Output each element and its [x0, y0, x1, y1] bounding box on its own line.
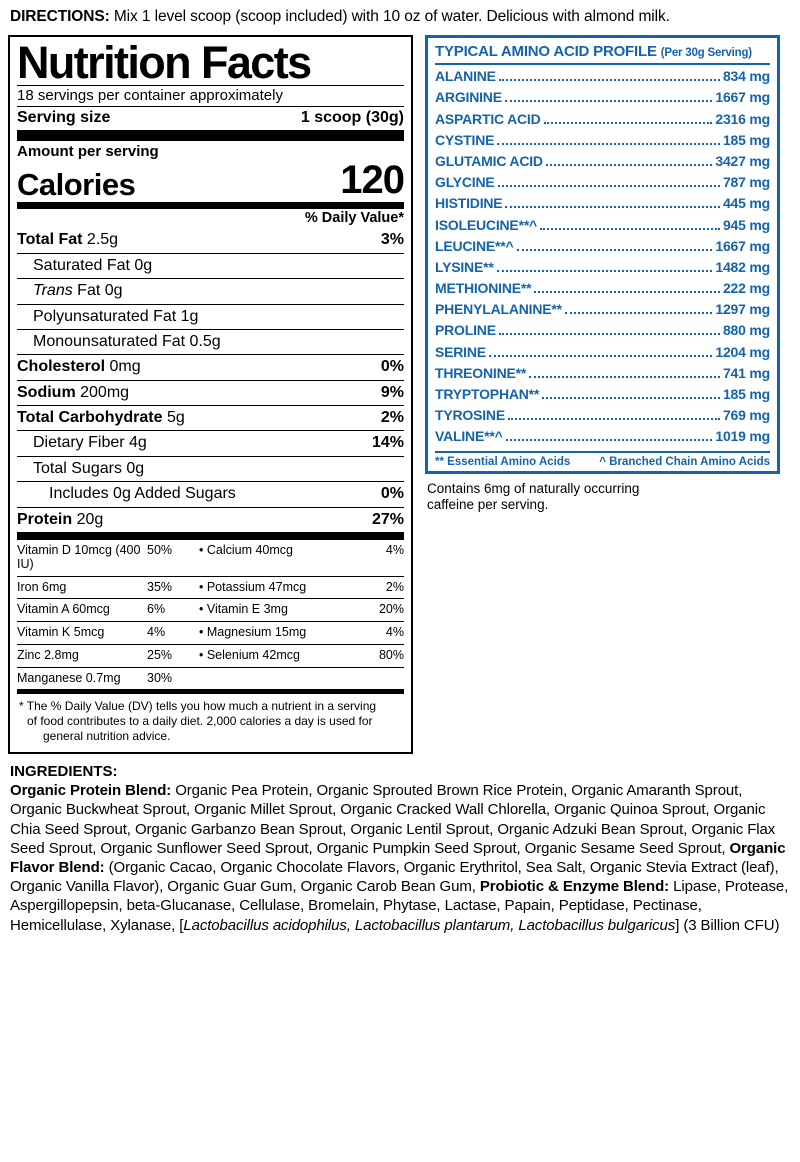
vitamin-left-name: Iron 6mg: [17, 579, 67, 594]
amino-acid-row: [435, 342, 770, 363]
nutrient-row: [17, 482, 404, 506]
vitamin-right-name: • Calcium 40mcg: [199, 543, 293, 558]
amino-acid-row: [435, 88, 770, 109]
amino-acid-value: 945 mg: [722, 216, 770, 233]
nutrient-row: [17, 508, 404, 532]
amino-acid-name: ASPARTIC ACID: [435, 110, 541, 127]
amino-acid-title: [435, 42, 770, 63]
ingredients-segment: Organic Protein Blend:: [10, 782, 172, 800]
amino-acid-name: CYSTINE: [435, 131, 495, 148]
nutrient-row: [17, 381, 404, 405]
amino-acid-row: [435, 215, 770, 236]
calories-label: Calories: [17, 167, 136, 203]
amino-acid-value: 3427 mg: [715, 152, 770, 169]
amino-acid-name: PROLINE: [435, 322, 496, 339]
nutrient-label: Total Carbohydrate 5g: [17, 409, 185, 427]
nutrient-daily-value: 3%: [380, 231, 404, 249]
calories-value: 120: [340, 158, 404, 203]
dotted-leader: [497, 270, 713, 272]
vitamin-row: [17, 599, 404, 621]
nutrient-label: Dietary Fiber 4g: [33, 434, 147, 452]
nutrient-rows: [17, 228, 404, 533]
amino-acid-value: 222 mg: [722, 280, 770, 297]
vitamin-right-name: • Vitamin E 3mg: [199, 602, 288, 617]
vitamin-left-name: Vitamin D 10mcg (400 IU): [17, 543, 141, 571]
nutrient-label: Polyunsaturated Fat 1g: [33, 307, 199, 325]
ingredients-segment: (Organic Cacao, Organic Chocolate Flavors, Organic Erythritol, Sea Salt, Organic Stevia Extract (leaf), Organic Vanilla Flavor), Organic Guar Gum, Organic Carob Bean Gum,: [10, 859, 779, 896]
serving-size-row: [17, 107, 404, 130]
vitamin-left-name: Vitamin K 5mcg: [17, 625, 105, 640]
nutrient-label: Cholesterol 0mg: [17, 358, 141, 376]
vitamin-right-dv: [362, 672, 404, 686]
dotted-leader: [529, 376, 720, 378]
ingredients-segment: Lipase, Protease, Aspergillopepsin, beta-Glucanase, Cellulase, Bromelain, Phytase, Lactase, Papain, Peptidase, Pectinase, Hemicellulase, Xylanase, [: [10, 878, 789, 934]
amino-acid-value: 445 mg: [722, 195, 770, 212]
dotted-leader: [544, 122, 713, 124]
divider-medium: [17, 202, 404, 209]
amino-acid-name: ALANINE: [435, 68, 496, 85]
amino-acid-row: [435, 173, 770, 194]
vitamin-left-dv: 30%: [147, 670, 173, 685]
dotted-leader: [508, 418, 720, 420]
amino-acid-row: [435, 130, 770, 151]
vitamin-row: [17, 645, 404, 667]
dotted-leader: [505, 206, 720, 208]
amino-acid-name: TYROSINE: [435, 407, 505, 424]
directions-text: Mix 1 level scoop (scoop included) with 10 oz of water. Delicious with almond milk.: [109, 8, 670, 25]
amino-acid-row: [435, 300, 770, 321]
bcaa-note: ^ Branched Chain Amino Acids: [599, 455, 770, 468]
panels-row: [8, 35, 792, 755]
vitamin-right-dv: 2%: [385, 579, 404, 594]
vitamin-left-dv: 35%: [147, 579, 173, 594]
nutrient-row: [17, 305, 404, 329]
amino-acid-value: 1482 mg: [715, 258, 770, 275]
nutrient-row: [17, 457, 404, 481]
divider-thick: [17, 130, 404, 141]
vitamin-rows: [17, 540, 404, 689]
nutrient-daily-value: 9%: [380, 383, 404, 401]
nutrient-label: Total Fat 2.5g: [17, 231, 119, 249]
nutrient-label: Saturated Fat 0g: [33, 256, 153, 274]
amino-acid-row: [435, 109, 770, 130]
dotted-leader: [506, 439, 713, 441]
amino-acid-value: 787 mg: [722, 174, 770, 191]
nutrient-row: [17, 279, 404, 303]
vitamin-left-dv: 25%: [147, 647, 173, 662]
vitamin-right-name: • Potassium 47mcg: [199, 579, 307, 594]
nutrient-row: [17, 355, 404, 379]
daily-value-footnote: [17, 694, 404, 746]
amino-acid-value: 2316 mg: [715, 110, 770, 127]
dotted-leader: [505, 100, 713, 102]
amino-acid-value: 185 mg: [722, 131, 770, 148]
directions-line: [10, 8, 792, 27]
vitamin-left-name: Vitamin A 60mcg: [17, 602, 110, 617]
ingredients-body: [8, 781, 792, 935]
nutrient-daily-value: 27%: [371, 510, 404, 528]
amino-acid-row: [435, 257, 770, 278]
amino-acid-name: PHENYLALANINE**: [435, 301, 562, 318]
amount-per-serving-label: Amount per serving: [17, 143, 159, 161]
amino-acid-row: [435, 236, 770, 257]
amino-acid-row: [435, 278, 770, 299]
footnote-line-3: general nutrition advice.: [43, 729, 171, 744]
amino-acid-name: VALINE**^: [435, 428, 503, 445]
vitamin-right-name: • Selenium 42mcg: [199, 647, 300, 662]
amino-acid-name: GLUTAMIC ACID: [435, 152, 543, 169]
nutrient-daily-value: 14%: [371, 434, 404, 452]
vitamin-right-dv: 4%: [385, 625, 404, 640]
ingredients-segment: Organic Pea Protein, Organic Sprouted Brown Rice Protein, Organic Amaranth Sprout, Organic Buckwheat Sprout, Organic Millet Sprout, Organic Cracked Wall Chlorella, Organic Quinoa Sprout, Organic Chia Seed Sprout, Organic Garbanzo Bean Sprout, Organic Lentil Sprout, Organic Adzuki Bean Sprout, Organic Flax Seed Sprout, Organic Sunflower Seed Sprout, Organic Pumpkin Seed Sprout, Organic Sesame Seed Sprout,: [10, 782, 776, 857]
ingredients-segment: Organic Flavor Blend:: [10, 839, 786, 877]
vitamin-right-name: [199, 672, 362, 686]
vitamin-row: [17, 622, 404, 644]
nutrient-label: Protein 20g: [17, 510, 104, 528]
amino-acid-name: HISTIDINE: [435, 195, 503, 212]
amino-acid-row: [435, 194, 770, 215]
amino-acid-title-sub: (Per 30g Serving): [660, 46, 752, 59]
vitamin-right-dv: 4%: [385, 543, 404, 558]
ingredients-heading: INGREDIENTS:: [10, 763, 118, 781]
vitamin-right-name: • Magnesium 15mg: [199, 625, 307, 640]
amino-acid-name: METHIONINE**: [435, 280, 532, 297]
amino-acid-value: 1204 mg: [715, 343, 770, 360]
ingredients-segment: Probiotic & Enzyme Blend:: [479, 878, 670, 896]
divider-medium: [17, 533, 404, 540]
amino-acid-footnotes: [435, 451, 770, 468]
caffeine-note-line-1: Contains 6mg of naturally occurring: [427, 480, 640, 496]
directions-label: DIRECTIONS:: [10, 8, 110, 25]
amino-acid-value: 880 mg: [722, 322, 770, 339]
nutrition-facts-column: [8, 35, 413, 755]
vitamin-left-dv: 6%: [147, 602, 166, 617]
dotted-leader: [499, 333, 720, 335]
amino-acid-name: LYSINE**: [435, 258, 494, 275]
dotted-leader: [498, 185, 720, 187]
amino-acid-value: 769 mg: [722, 407, 770, 424]
vitamin-left-name: Manganese 0.7mg: [17, 670, 121, 685]
nutrient-row: [17, 228, 404, 252]
amino-acid-value: 1019 mg: [715, 428, 770, 445]
vitamin-row: [17, 668, 404, 690]
serving-size-value: 1 scoop (30g): [300, 109, 404, 127]
vitamin-left-name: Zinc 2.8mg: [17, 647, 79, 662]
vitamin-row: [17, 577, 404, 599]
amino-acid-title-text: TYPICAL AMINO ACID PROFILE: [435, 42, 657, 60]
ingredients-segment: Lactobacillus acidophilus, Lactobacillus plantarum, Lactobacillus bulgaricus: [183, 916, 676, 934]
dotted-leader: [499, 79, 720, 81]
dotted-leader: [517, 249, 713, 251]
amino-acid-row: [435, 384, 770, 405]
amino-acid-name: SERINE: [435, 343, 486, 360]
amino-acid-name: LEUCINE**^: [435, 237, 514, 254]
nutrient-daily-value: 0%: [380, 485, 404, 503]
divider: [435, 63, 770, 65]
amino-acid-rows: [435, 67, 770, 448]
amino-acid-name: THREONINE**: [435, 364, 527, 381]
nutrient-label: Sodium 200mg: [17, 383, 130, 401]
amino-acid-name: TRYPTOPHAN**: [435, 386, 540, 402]
vitamin-left-dv: 4%: [147, 625, 166, 640]
nutrient-row: [17, 330, 404, 354]
amino-acid-value: 1297 mg: [715, 301, 770, 318]
amino-acid-row: [435, 67, 770, 88]
amino-acid-value: 185 mg: [722, 386, 770, 402]
dotted-leader: [489, 355, 712, 357]
dotted-leader: [540, 228, 720, 230]
amino-acid-name: ARGININE: [435, 89, 502, 106]
dotted-leader: [565, 312, 712, 314]
daily-value-header: % Daily Value*: [304, 210, 404, 227]
amino-acid-value: 1667 mg: [715, 237, 770, 254]
nutrient-daily-value: 0%: [380, 358, 404, 376]
dotted-leader: [542, 397, 720, 399]
vitamin-row: [17, 540, 404, 576]
amino-acid-name: GLYCINE: [435, 174, 495, 191]
dotted-leader: [546, 164, 713, 166]
amino-acid-row: [435, 321, 770, 342]
vitamin-left-dv: 50%: [147, 543, 173, 558]
nutrient-row: [17, 431, 404, 455]
nutrition-facts-title: Nutrition Facts: [17, 36, 311, 88]
nutrient-row: [17, 254, 404, 278]
amino-acid-row: [435, 427, 770, 448]
nutrition-facts-panel: [8, 35, 413, 755]
nutrient-row: [17, 406, 404, 430]
nutrient-label: Total Sugars 0g: [33, 459, 145, 477]
caffeine-note-line-2: caffeine per serving.: [427, 497, 549, 513]
amino-acid-value: 834 mg: [722, 68, 770, 85]
servings-per-container: 18 servings per container approximately: [17, 87, 283, 105]
vitamin-right-dv: 80%: [378, 647, 404, 662]
nutrient-label: Monounsaturated Fat 0.5g: [33, 332, 221, 350]
nutrient-label: Trans Fat 0g: [33, 282, 123, 300]
ingredients-segment: ] (3 Billion CFU): [675, 916, 780, 934]
amino-acid-column: [425, 35, 780, 514]
vitamin-right-dv: 20%: [378, 602, 404, 617]
amino-acid-value: 741 mg: [722, 364, 770, 381]
amino-acid-value: 1667 mg: [715, 89, 770, 106]
caffeine-note: [425, 474, 780, 513]
nutrient-daily-value: 2%: [380, 409, 404, 427]
amino-acid-row: [435, 363, 770, 384]
calories-row: [17, 160, 404, 202]
nutrient-label: Includes 0g Added Sugars: [49, 485, 236, 503]
essential-amino-note: ** Essential Amino Acids: [435, 455, 571, 468]
dotted-leader: [534, 291, 720, 293]
dotted-leader: [497, 143, 720, 145]
amino-acid-row: [435, 406, 770, 427]
footnote-line-1: * The % Daily Value (DV) tells you how much a nutrient in a serving: [19, 699, 377, 714]
amino-acid-panel: [425, 35, 780, 474]
amino-acid-name: ISOLEUCINE**^: [435, 216, 538, 233]
amino-acid-row: [435, 151, 770, 172]
serving-size-label: Serving size: [17, 109, 111, 127]
footnote-line-2: of food contributes to a daily diet. 2,000 calories a day is used for: [27, 714, 373, 729]
